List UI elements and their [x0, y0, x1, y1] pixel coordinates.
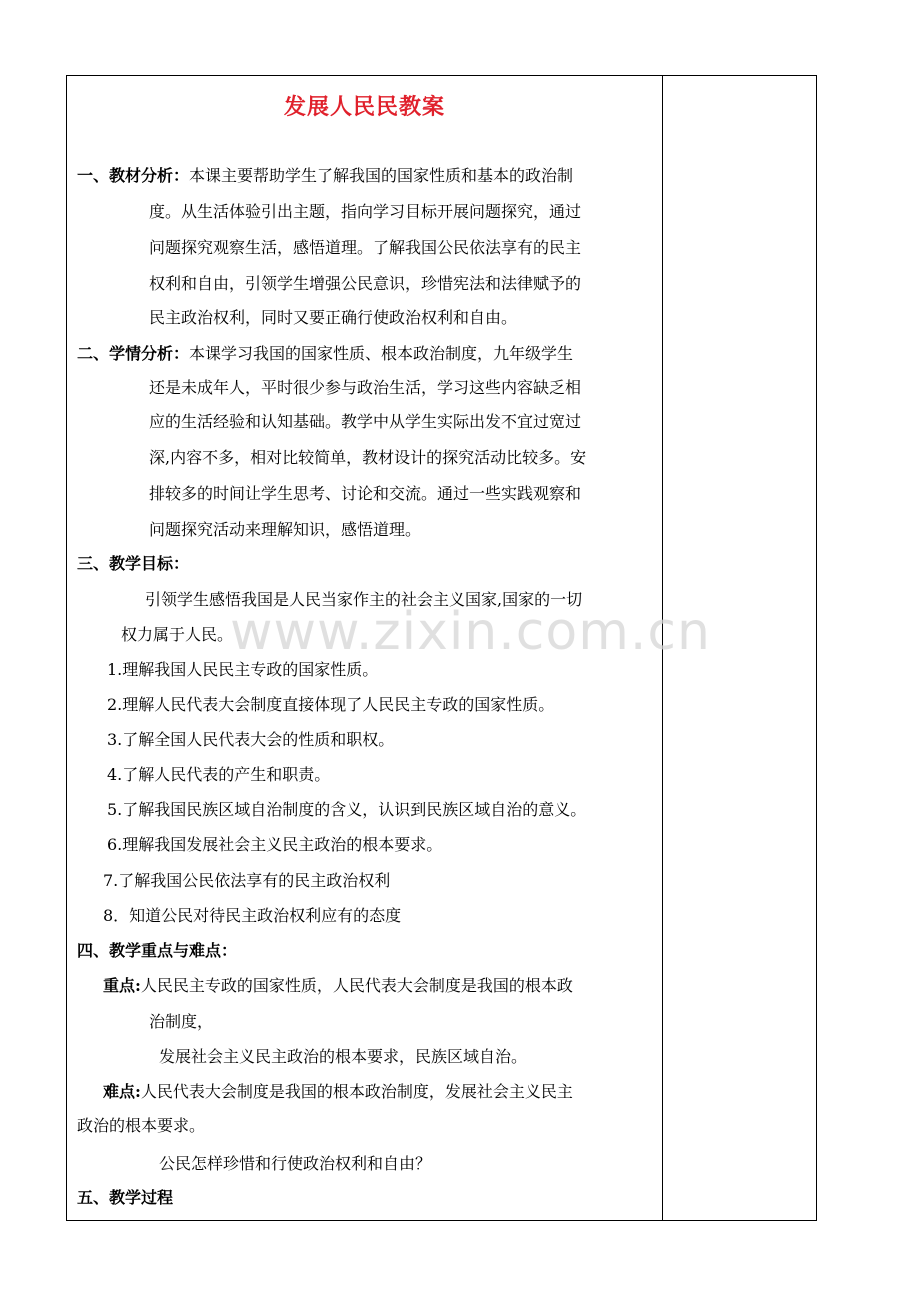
- section-3-intro: 权力属于人民。: [121, 625, 234, 644]
- objective-item: 3.了解全国人民代表大会的性质和职权。: [107, 730, 395, 749]
- key-line: 治制度，: [149, 1012, 214, 1031]
- page-title: 发展人民民教案: [283, 94, 445, 120]
- difficulty-label: 难点:: [103, 1082, 141, 1101]
- lesson-plan-table: [66, 75, 817, 1221]
- section-1-line: 权利和自由，引领学生增强公民意识，珍惜宪法和法律赋予的: [149, 274, 582, 293]
- section-4-heading: 四、教学重点与难点：: [77, 941, 238, 960]
- section-2-heading: 二、学情分析：: [77, 344, 190, 363]
- section-2: [77, 344, 573, 364]
- section-5-heading: 五、教学过程: [77, 1188, 174, 1207]
- section-3-heading: 三、教学目标：: [77, 554, 190, 573]
- section-1-line: 问题探究观察生活，感悟道理。了解我国公民依法享有的民主: [149, 238, 582, 257]
- objective-item: 7.了解我国公民依法享有的民主政治权利: [103, 871, 391, 890]
- section-2-line: 问题探究活动来理解知识，感悟道理。: [149, 520, 422, 539]
- objective-item: 5.了解我国民族区域自治制度的含义，认识到民族区域自治的意义。: [107, 800, 587, 819]
- objective-item: 8．知道公民对待民主政治权利应有的态度: [103, 906, 402, 925]
- section-2-line: 还是未成年人，平时很少参与政治生活，学习这些内容缺乏相: [149, 378, 582, 397]
- difficulty-line: 政治的根本要求。: [77, 1116, 206, 1135]
- difficulty-line: 人民代表大会制度是我国的根本政治制度，发展社会主义民主: [140, 1082, 573, 1101]
- content-cell: [67, 76, 662, 1220]
- section-1-line: 度。从生活体验引出主题，指向学习目标开展问题探究，通过: [149, 202, 582, 221]
- difficulty-points: [103, 1082, 573, 1102]
- objective-item: 4.了解人民代表的产生和职责。: [107, 765, 331, 784]
- objective-item: 6.理解我国发展社会主义民主政治的根本要求。: [107, 835, 443, 854]
- objective-item: 1.理解我国人民民主专政的国家性质。: [107, 660, 379, 679]
- key-label: 重点:: [103, 976, 141, 995]
- difficulty-line: 公民怎样珍惜和行使政治权利和自由？: [159, 1154, 432, 1173]
- objective-item: 2.理解人民代表大会制度直接体现了人民民主专政的国家性质。: [107, 695, 555, 714]
- key-line: 发展社会主义民主政治的根本要求，民族区域自治。: [159, 1047, 528, 1066]
- section-3-intro: 引领学生感悟我国是人民当家作主的社会主义国家,国家的一切: [145, 590, 583, 609]
- section-2-line: 深,内容不多，相对比较简单，教材设计的探究活动比较多。安: [149, 448, 587, 467]
- section-2-line: 应的生活经验和认知基础。教学中从学生实际出发不宜过宽过: [149, 412, 582, 431]
- key-line: 人民民主专政的国家性质，人民代表大会制度是我国的根本政: [140, 976, 573, 995]
- key-points: [103, 976, 573, 996]
- section-1: [77, 166, 573, 186]
- section-2-line: 排较多的时间让学生思考、讨论和交流。通过一些实践观察和: [149, 484, 582, 503]
- section-1-line: 民主政治权利，同时又要正确行使政治权利和自由。: [149, 308, 518, 327]
- section-2-line: 本课学习我国的国家性质、根本政治制度，九年级学生: [189, 344, 574, 363]
- section-1-heading: 一、教材分析：: [77, 166, 190, 185]
- watermark: www.zixin.com.cn: [230, 602, 711, 662]
- column-divider: [662, 76, 663, 1220]
- section-1-line: 本课主要帮助学生了解我国的国家性质和基本的政治制: [189, 166, 574, 185]
